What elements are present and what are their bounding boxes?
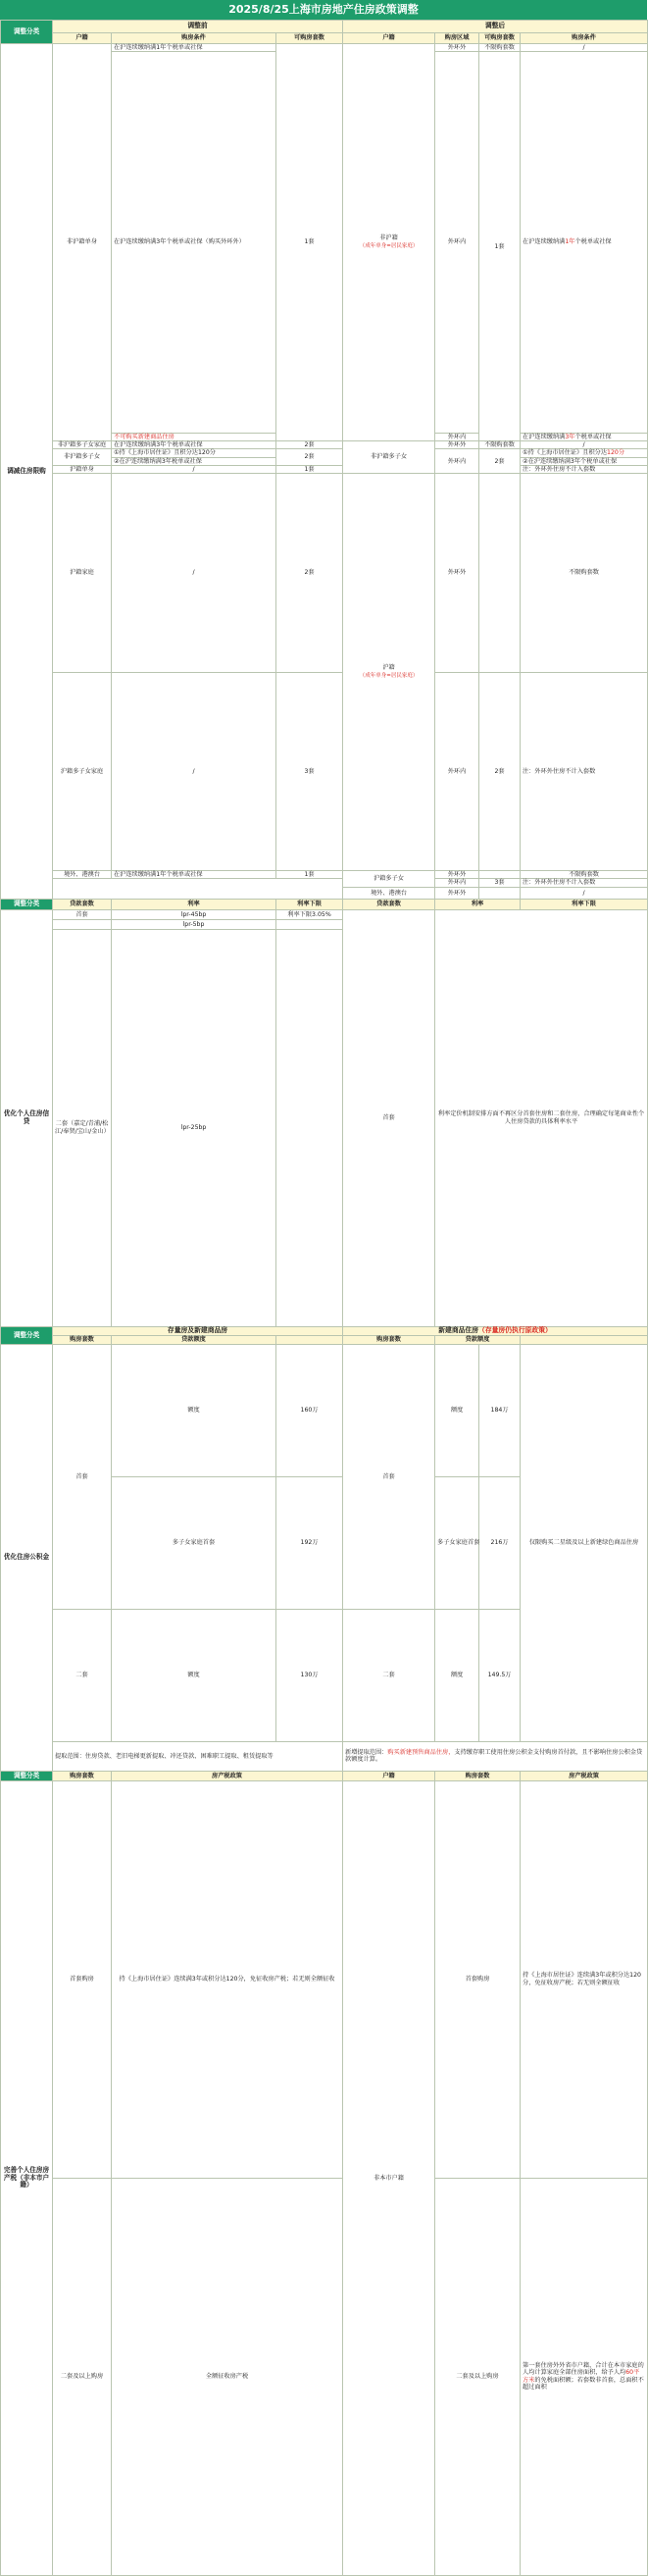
after-area: 外环内: [435, 449, 479, 474]
before-hukou: 非沪籍单身: [53, 44, 112, 441]
s3-before-header: 存量房及新建商品房: [53, 1326, 343, 1335]
tax-policy: 持《上海市居住证》连续满3年或积分达120分，免征收房产税；若无则全额征收: [112, 1780, 343, 2178]
after-condition: 注：外环外住房不计入套数: [521, 465, 648, 473]
after-area: 外环外: [435, 441, 479, 449]
after-count: 1套: [479, 52, 521, 441]
after-area: 外环外: [435, 887, 479, 899]
after-hukou-local-multichild: 沪籍多子女: [343, 871, 435, 888]
after-count: 不限购套数: [479, 44, 521, 52]
s2-col-count: 贷款套数: [53, 899, 112, 909]
s3-col-limit: 贷款额度: [112, 1335, 276, 1344]
after-area: 外环外: [435, 474, 479, 673]
loan-floor: [276, 919, 343, 929]
after-fund-limit: 216万: [479, 1476, 521, 1609]
fund-limit: 192万: [276, 1476, 343, 1609]
after-hukou-label: 非沪籍: [379, 234, 398, 242]
fund-type: 额度: [112, 1609, 276, 1741]
before-count: 3套: [276, 672, 343, 871]
before-condition: 在沪连续缴纳满3年个税单或社保（购买外环外）: [112, 52, 276, 433]
s1-before-header: 调整前: [53, 21, 343, 33]
after-hukou-overseas: 境外、港澳台: [343, 887, 435, 899]
before-condition: 在沪连续缴纳满3年个税单或社保: [112, 441, 276, 449]
before-condition: /: [112, 474, 276, 673]
s2-after-col-count: 贷款套数: [343, 899, 435, 909]
before-hukou: 沪籍家庭: [53, 474, 112, 673]
s3-after-col-count: 购房套数: [343, 1335, 435, 1344]
s3-col-count: 购房套数: [53, 1335, 112, 1344]
s2-category-header: 调整分类: [1, 899, 53, 909]
after-hukou-nonlocal: [343, 44, 435, 441]
loan-floor: [276, 929, 343, 1326]
after-loan-text: 利率定价机制安排方面不再区分首套住房和二套住房，合理确定每笔商业性个人住房贷款的具体利率水平: [435, 909, 648, 1326]
after-count: 不限购套数: [479, 441, 521, 449]
page-title: 2025/8/25上海市房地产住房政策调整: [0, 0, 647, 20]
after-condition: /: [521, 44, 648, 52]
before-count: 1套: [276, 44, 343, 441]
s1-category: 调减住房限购: [1, 44, 53, 900]
after-area: 外环外: [435, 44, 479, 52]
after-fund-type: 额度: [435, 1344, 479, 1476]
s4-after-col-count: 购房套数: [435, 1771, 521, 1780]
after-tax-count: 二套及以上购房: [435, 2178, 521, 2575]
s4-category: 完善个人住房房产税（非本市户籍）: [1, 1780, 53, 2575]
before-condition: ②在沪连续缴纳满3年税单或社保: [112, 457, 276, 465]
after-area: 外环内: [435, 433, 479, 440]
before-condition: /: [112, 465, 276, 473]
s3-col-blank: [276, 1335, 343, 1344]
fund-type: 额度: [112, 1344, 276, 1476]
s3-category: 优化住房公积金: [1, 1344, 53, 1771]
after-condition: 不限购套数: [521, 474, 648, 673]
loan-rate: lpr-25bp: [112, 929, 276, 1326]
after-hukou-sub: （成年单身=居民家庭）: [359, 672, 419, 679]
after-area: 外环外: [435, 871, 479, 879]
loan-count: 首套: [53, 909, 112, 919]
s2-after-col-floor: 利率下限: [521, 899, 648, 909]
after-condition: ②在沪连续缴纳满3年个税单或社保: [521, 457, 648, 465]
after-hukou-local: [343, 474, 435, 871]
after-fund-note: 仅限购买二星级及以上新建绿色商品住房: [521, 1344, 648, 1741]
s4-col-policy: 房产税政策: [112, 1771, 343, 1780]
before-condition: 在沪连续缴纳满1年个税单或社保: [112, 44, 276, 52]
after-hukou-label: 沪籍: [382, 664, 395, 672]
loan-count: [53, 919, 112, 929]
fund-limit: 130万: [276, 1609, 343, 1741]
after-condition: ①持《上海市居住证》且积分达120分: [521, 449, 648, 457]
before-hukou: 非沪籍多子女: [53, 449, 112, 466]
after-area: 外环内: [435, 672, 479, 871]
after-fund-type: 额度: [435, 1609, 479, 1741]
s3-after-header: [343, 1326, 648, 1335]
s4-after-col-hukou: 户籍: [343, 1771, 435, 1780]
after-fund-limit: 184万: [479, 1344, 521, 1476]
before-count: 2套: [276, 474, 343, 673]
policy-table: [0, 20, 648, 2576]
s1-after-header: 调整后: [343, 21, 648, 33]
before-hukou: 沪籍单身: [53, 465, 112, 473]
after-count: 3套: [479, 879, 521, 887]
fund-count: 二套: [53, 1609, 112, 1741]
before-count: 1套: [276, 871, 343, 879]
after-fund-count: 二套: [343, 1609, 435, 1741]
before-count: 2套: [276, 441, 343, 449]
loan-count: 二套（嘉定/青浦/松江/奉贤/宝山/金山）: [53, 929, 112, 1326]
after-count: 2套: [479, 672, 521, 871]
after-area: 外环内: [435, 879, 479, 887]
s3-category-header: 调整分类: [1, 1326, 53, 1344]
before-count: 2套: [276, 449, 343, 466]
before-hukou: 境外、港澳台: [53, 871, 112, 879]
s1-category-header: 调整分类: [1, 21, 53, 44]
col-condition-after: 购房条件: [521, 33, 648, 44]
s2-col-floor: 利率下限: [276, 899, 343, 909]
after-extract-range: [343, 1741, 648, 1771]
after-tax-policy: [521, 2178, 648, 2575]
s4-after-col-policy: 房产税政策: [521, 1771, 648, 1780]
after-extract-label: 新增提取范围：: [345, 1748, 388, 1756]
after-count: 2套: [479, 449, 521, 474]
col-count-after: 可购房套数: [479, 33, 521, 44]
col-hukou-after: 户籍: [343, 33, 435, 44]
before-condition: /: [112, 672, 276, 871]
after-tax-policy-highlight: 60平方米: [523, 2369, 640, 2384]
loan-rate: lpr-5bp: [112, 919, 276, 929]
fund-type: 多子女家庭首套: [112, 1476, 276, 1609]
s3-after-header-sub: （存量房仍执行原政策）: [478, 1326, 552, 1335]
s4-category-header: 调整分类: [1, 1771, 53, 1780]
fund-limit: 160万: [276, 1344, 343, 1476]
after-count: [479, 474, 521, 673]
loan-rate: lpr-45bp: [112, 909, 276, 919]
before-extract-range: 提取范围：住房贷款、老旧电梯更新提取、冲还贷款、困难职工提取、租赁提取等: [53, 1741, 343, 1771]
after-condition: /: [521, 887, 648, 899]
before-blank: [53, 879, 343, 899]
s2-after-col-rate: 利率: [435, 899, 521, 909]
before-hukou: 沪籍多子女家庭: [53, 672, 112, 871]
after-condition: /: [521, 441, 648, 449]
tax-policy: 全额征收房产税: [112, 2178, 343, 2575]
s3-after-col-limit: 贷款额度: [435, 1335, 521, 1344]
col-condition: 购房条件: [112, 33, 276, 44]
after-tax-hukou: 非本市户籍: [343, 1780, 435, 2575]
s4-col-count: 购房套数: [53, 1771, 112, 1780]
after-fund-count: 首套: [343, 1344, 435, 1609]
before-condition: ①持《上海市居住证》且积分达120分: [112, 449, 276, 457]
col-count: 可购房套数: [276, 33, 343, 44]
after-condition: 在沪连续缴纳满1年个税单或社保: [521, 52, 648, 433]
after-condition: 注：外环外住房不计入套数: [521, 672, 648, 871]
after-tax-policy-c: 的免税面积额；若套数非首套，总面积不超过面积: [523, 2376, 644, 2392]
s2-category: 优化个人住房信贷: [1, 909, 53, 1326]
after-loan-count: 首套: [343, 909, 435, 1326]
after-area: 外环内: [435, 52, 479, 433]
after-tax-policy-a: 第一套住房外外省市户籍，合计在本市家庭的人均计算家庭全部住房面积，给予人均: [523, 2362, 644, 2377]
before-count: 1套: [276, 465, 343, 473]
after-hukou-sub: （成年单身=居民家庭）: [359, 242, 419, 249]
tax-count: 二套及以上购房: [53, 2178, 112, 2575]
col-hukou: 户籍: [53, 33, 112, 44]
fund-count: 首套: [53, 1344, 112, 1609]
after-condition: 在沪连续缴纳满3年个税单或社保: [521, 433, 648, 440]
after-tax-count: 首套购房: [435, 1780, 521, 2178]
after-tax-policy: 持《上海市居住证》连续满3年或积分达120分，免征收房产税；若无则全额征收: [521, 1780, 648, 2178]
s2-col-rate: 利率: [112, 899, 276, 909]
before-condition: 在沪连续缴纳满1年个税单或社保: [112, 871, 276, 879]
s3-after-col-blank: [521, 1335, 648, 1344]
after-condition: 不限购套数: [521, 871, 648, 879]
before-condition: 不可购买新建商品住房: [112, 433, 276, 440]
loan-floor: 利率下限3.05%: [276, 909, 343, 919]
after-count: [479, 871, 521, 879]
after-extract-highlight: 购买新建预售商品住房，: [387, 1748, 455, 1756]
before-hukou: 非沪籍多子女家庭: [53, 441, 112, 449]
s3-after-header-label: 新建商品住房: [438, 1326, 479, 1335]
after-fund-type: 多子女家庭首套: [435, 1476, 479, 1609]
after-extract-detail: 支持缴存职工使用住房公积金支付购房首付款，且不影响住房公积金贷款额度计算。: [345, 1748, 643, 1764]
after-hukou-multichild: 非沪籍多子女: [343, 441, 435, 474]
after-count: [479, 887, 521, 899]
after-condition: 注：外环外住房不计入套数: [521, 879, 648, 887]
after-fund-limit: 149.5万: [479, 1609, 521, 1741]
tax-count: 首套购房: [53, 1780, 112, 2178]
col-area: 购房区域: [435, 33, 479, 44]
